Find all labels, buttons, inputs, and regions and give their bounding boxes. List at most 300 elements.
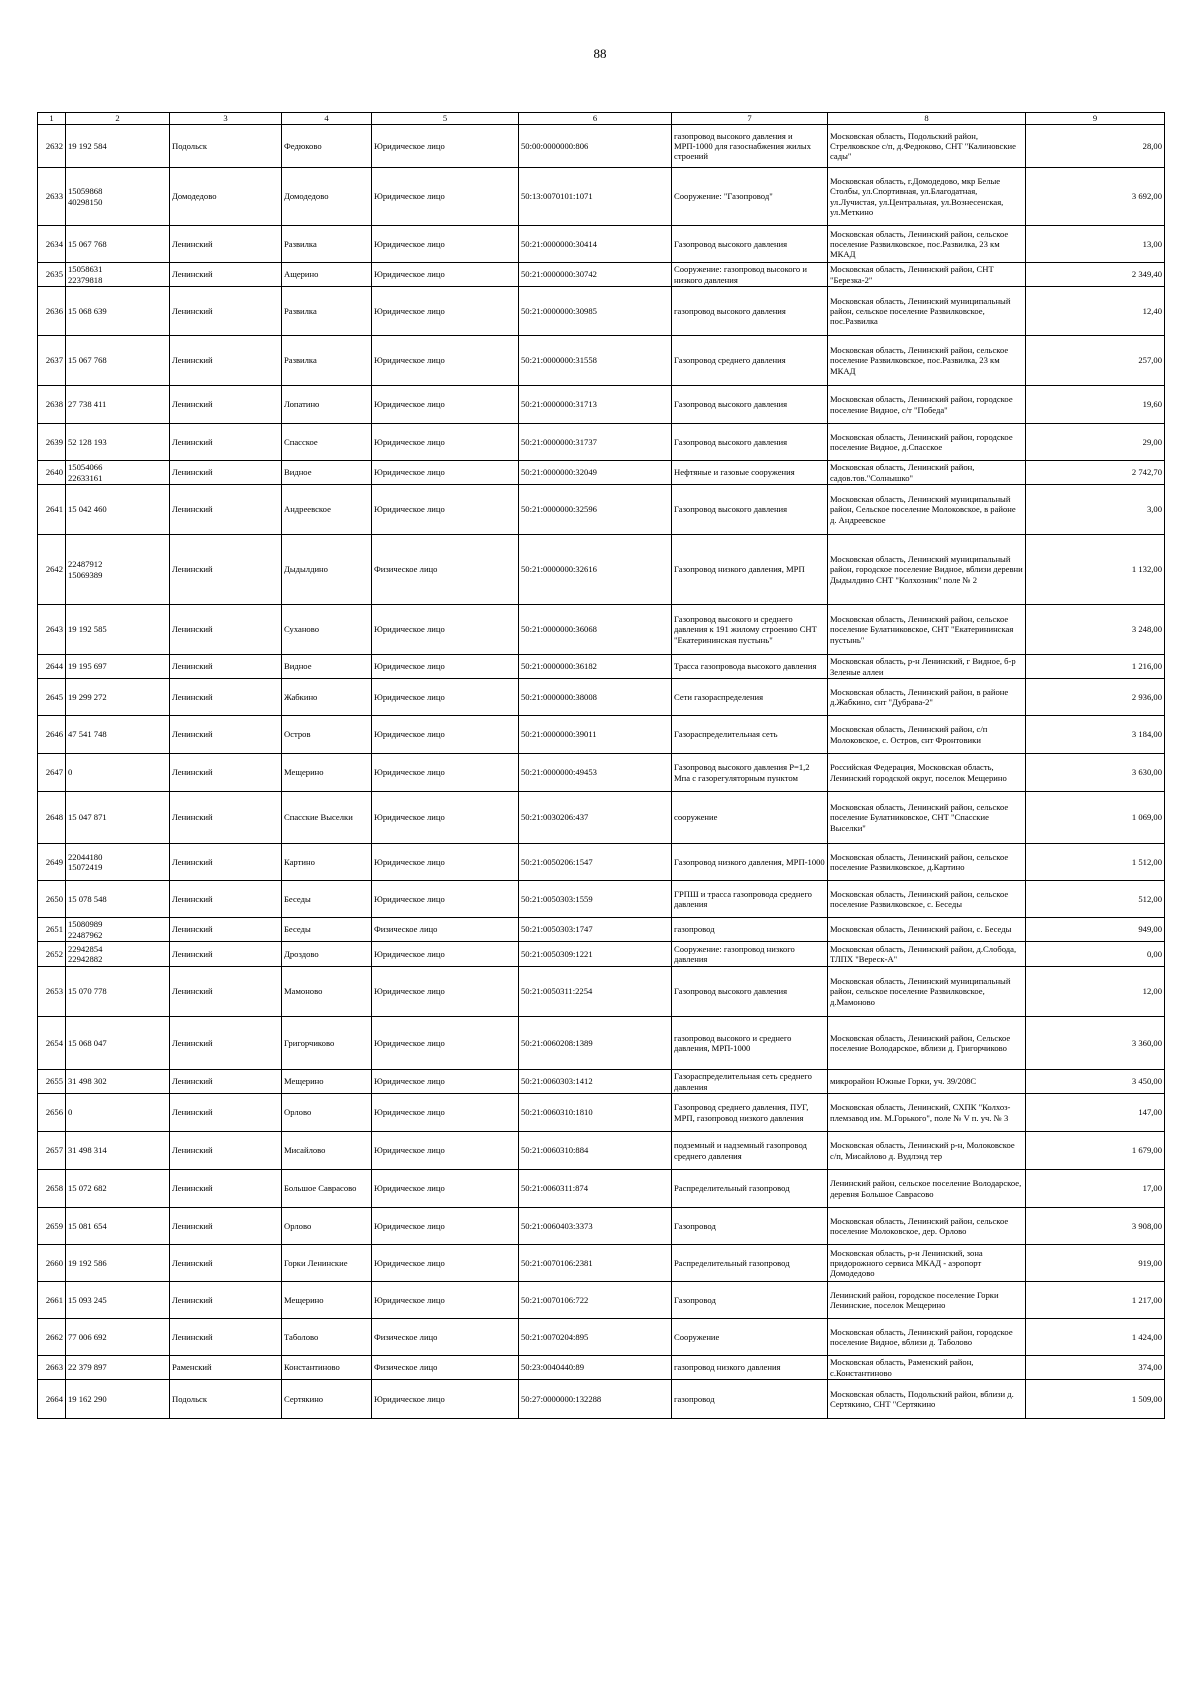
cell-district: Подольск — [170, 1380, 282, 1419]
cell-ids — [66, 424, 170, 461]
cell-district: Ленинский — [170, 1245, 282, 1282]
table-row — [38, 605, 1165, 655]
cell-owner-type: Юридическое лицо — [372, 754, 519, 792]
table-row — [38, 1094, 1165, 1132]
cell-number: 2632 — [38, 125, 66, 168]
col-header: 9 — [1026, 113, 1165, 125]
cell-locality: Сертякино — [282, 1380, 372, 1419]
cell-owner-type: Юридическое лицо — [372, 1380, 519, 1419]
cell-address: Российская Федерация, Московская область, Ленинский городской округ, поселок Мещерино — [828, 754, 1026, 792]
cell-district: Ленинский — [170, 226, 282, 263]
cell-length: 12,00 — [1026, 967, 1165, 1017]
cell-cadastral-number: 50:21:0060311:874 — [519, 1170, 672, 1208]
id-value: 22 379 897 — [68, 1362, 107, 1373]
cell-locality: Беседы — [282, 881, 372, 918]
cell-number: 2655 — [38, 1070, 66, 1094]
col-header: 4 — [282, 113, 372, 125]
cell-ids — [66, 1094, 170, 1132]
cell-number: 2643 — [38, 605, 66, 655]
id-value: 15059868 — [68, 186, 103, 197]
cell-locality: Мещерино — [282, 1070, 372, 1094]
cell-object: Сети газораспределения — [672, 679, 828, 716]
cell-length: 512,00 — [1026, 881, 1165, 918]
page-number: 88 — [593, 46, 607, 61]
cell-owner-type: Юридическое лицо — [372, 1070, 519, 1094]
cell-locality: Спасские Выселки — [282, 792, 372, 844]
cell-cadastral-number: 50:21:0050206:1547 — [519, 844, 672, 881]
cell-district: Ленинский — [170, 461, 282, 485]
cell-number: 2656 — [38, 1094, 66, 1132]
cell-ids — [66, 918, 170, 942]
cell-cadastral-number: 50:21:0000000:30742 — [519, 263, 672, 287]
cell-number: 2639 — [38, 424, 66, 461]
cell-owner-type: Юридическое лицо — [372, 485, 519, 535]
cell-address: Московская область, Подольский район, вблизи д. Сертякино, СНТ "Сертякино — [828, 1380, 1026, 1419]
cell-locality: Жабкино — [282, 679, 372, 716]
cell-length: 1 216,00 — [1026, 655, 1165, 679]
cell-object: Газопровод среднего давления, ПУГ, МРП, газопровод низкого давления — [672, 1094, 828, 1132]
cell-number: 2664 — [38, 1380, 66, 1419]
cell-owner-type: Юридическое лицо — [372, 967, 519, 1017]
table-row — [38, 485, 1165, 535]
id-value: 15 067 768 — [68, 238, 107, 249]
cell-object: Газопровод высокого давления — [672, 485, 828, 535]
cell-number: 2657 — [38, 1132, 66, 1170]
cell-address: Московская область, Ленинский район, сельское поселение Развилковское, пос.Развилка, 23 км МКАД — [828, 336, 1026, 386]
cell-owner-type: Юридическое лицо — [372, 386, 519, 424]
cell-ids — [66, 967, 170, 1017]
cell-ids — [66, 386, 170, 424]
cell-number: 2662 — [38, 1319, 66, 1356]
cell-locality: Спасское — [282, 424, 372, 461]
table-row — [38, 461, 1165, 485]
cell-address: Московская область, Ленинский, СХПК "Колхоз-племзавод им. М.Горького", поле № V п. уч. № 3 — [828, 1094, 1026, 1132]
cell-district: Подольск — [170, 125, 282, 168]
cell-locality: Андреевское — [282, 485, 372, 535]
cell-length: 3,00 — [1026, 485, 1165, 535]
cell-district: Ленинский — [170, 287, 282, 336]
cell-length: 12,40 — [1026, 287, 1165, 336]
cell-owner-type: Юридическое лицо — [372, 881, 519, 918]
cell-length: 13,00 — [1026, 226, 1165, 263]
cell-address: Московская область, Ленинский район, сельское поселение Булатниковское, СНТ "Екатерининская пустынь" — [828, 605, 1026, 655]
cell-object: Нефтяные и газовые сооружения — [672, 461, 828, 485]
cell-length: 3 184,00 — [1026, 716, 1165, 754]
cell-length: 2 936,00 — [1026, 679, 1165, 716]
table-row — [38, 679, 1165, 716]
table-row — [38, 1132, 1165, 1170]
cell-district: Ленинский — [170, 1132, 282, 1170]
cell-address: Московская область, Ленинский район, СНТ "Березка-2" — [828, 263, 1026, 287]
register-table — [37, 112, 1165, 1419]
header-row — [38, 113, 1165, 125]
cell-ids — [66, 655, 170, 679]
cell-ids — [66, 1282, 170, 1319]
cell-number: 2650 — [38, 881, 66, 918]
cell-ids — [66, 1070, 170, 1094]
cell-length: 919,00 — [1026, 1245, 1165, 1282]
cell-ids — [66, 716, 170, 754]
cell-object: газопровод высокого и среднего давления, МРП-1000 — [672, 1017, 828, 1070]
cell-address: Московская область, Ленинский район, городское поселение Видное, вблизи д. Таболово — [828, 1319, 1026, 1356]
cell-locality: Остров — [282, 716, 372, 754]
cell-locality: Видное — [282, 655, 372, 679]
cell-ids — [66, 1380, 170, 1419]
id-value: 22487912 — [68, 559, 103, 570]
cell-cadastral-number: 50:21:0000000:32616 — [519, 535, 672, 605]
col-header: 7 — [672, 113, 828, 125]
cell-number: 2645 — [38, 679, 66, 716]
cell-ids — [66, 1017, 170, 1070]
cell-number: 2649 — [38, 844, 66, 881]
cell-owner-type: Физическое лицо — [372, 1319, 519, 1356]
col-header: 6 — [519, 113, 672, 125]
table-row — [38, 336, 1165, 386]
cell-district: Ленинский — [170, 1208, 282, 1245]
cell-object: газопровод высокого давления и МРП-1000 для газоснабжения жилых строений — [672, 125, 828, 168]
id-value: 15 072 682 — [68, 1183, 107, 1194]
id-value: 31 498 302 — [68, 1076, 107, 1087]
cell-cadastral-number: 50:21:0060403:3373 — [519, 1208, 672, 1245]
cell-cadastral-number: 50:13:0070101:1071 — [519, 168, 672, 226]
cell-district: Ленинский — [170, 485, 282, 535]
cell-locality: Видное — [282, 461, 372, 485]
cell-district: Ленинский — [170, 1070, 282, 1094]
cell-cadastral-number: 50:21:0000000:31737 — [519, 424, 672, 461]
cell-address: микрорайон Южные Горки, уч. 39/208С — [828, 1070, 1026, 1094]
cell-ids — [66, 125, 170, 168]
cell-number: 2640 — [38, 461, 66, 485]
id-value: 15 070 778 — [68, 986, 107, 997]
cell-number: 2651 — [38, 918, 66, 942]
cell-owner-type: Юридическое лицо — [372, 679, 519, 716]
cell-length: 257,00 — [1026, 336, 1165, 386]
cell-district: Ленинский — [170, 1094, 282, 1132]
cell-address: Московская область, Ленинский район, сельское поселение Развилковское, пос.Развилка, 23 км МКАД — [828, 226, 1026, 263]
id-value: 22044180 — [68, 851, 103, 862]
cell-locality: Развилка — [282, 287, 372, 336]
cell-address: Московская область, р-н Ленинский, зона придорожного сервиса МКАД - аэропорт Домодедово — [828, 1245, 1026, 1282]
cell-address: Ленинский район, сельское поселение Володарское, деревня Большое Саврасово — [828, 1170, 1026, 1208]
cell-cadastral-number: 50:21:0050309:1221 — [519, 942, 672, 967]
cell-cadastral-number: 50:21:0050311:2254 — [519, 967, 672, 1017]
cell-number: 2638 — [38, 386, 66, 424]
cell-address: Московская область, Ленинский район, в районе д.Жабкино, снт "Дубрава-2" — [828, 679, 1026, 716]
cell-address: Московская область, Ленинский р-н, Молоковское с/п, Мисайлово д. Вудлэнд тер — [828, 1132, 1026, 1170]
cell-length: 1 509,00 — [1026, 1380, 1165, 1419]
cell-ids — [66, 1132, 170, 1170]
table-row — [38, 655, 1165, 679]
cell-owner-type: Юридическое лицо — [372, 424, 519, 461]
cell-object: Газопровод высокого давления — [672, 226, 828, 263]
cell-address: Московская область, Ленинский район, садов.тов."Солнышко" — [828, 461, 1026, 485]
cell-object: Распределительный газопровод — [672, 1245, 828, 1282]
cell-owner-type: Юридическое лицо — [372, 226, 519, 263]
cell-address: Московская область, Ленинский район, городское поселение Видное, с/т "Победа" — [828, 386, 1026, 424]
cell-length: 1 512,00 — [1026, 844, 1165, 881]
cell-cadastral-number: 50:21:0000000:32596 — [519, 485, 672, 535]
cell-object: газопровод — [672, 1380, 828, 1419]
cell-owner-type: Юридическое лицо — [372, 1208, 519, 1245]
cell-ids — [66, 679, 170, 716]
cell-length: 374,00 — [1026, 1356, 1165, 1380]
table-row — [38, 263, 1165, 287]
cell-number: 2646 — [38, 716, 66, 754]
cell-locality: Развилка — [282, 226, 372, 263]
cell-number: 2636 — [38, 287, 66, 336]
cell-length: 3 630,00 — [1026, 754, 1165, 792]
cell-length: 949,00 — [1026, 918, 1165, 942]
table-row — [38, 1380, 1165, 1419]
cell-cadastral-number: 50:21:0060208:1389 — [519, 1017, 672, 1070]
cell-length: 29,00 — [1026, 424, 1165, 461]
cell-address: Московская область, Ленинский район, с. Беседы — [828, 918, 1026, 942]
cell-length: 1 679,00 — [1026, 1132, 1165, 1170]
cell-address: Московская область, Ленинский муниципальный район, сельское поселение Развилковское, д.Мамоново — [828, 967, 1026, 1017]
cell-owner-type: Юридическое лицо — [372, 125, 519, 168]
id-value: 19 162 290 — [68, 1393, 107, 1404]
cell-district: Ленинский — [170, 754, 282, 792]
cell-address: Московская область, г.Домодедово, мкр Белые Столбы, ул.Спортивная, ул.Благодатная, ул.Лучистая, ул.Центральная, ул.Вознесенская, ул.Меткино — [828, 168, 1026, 226]
table-row — [38, 1070, 1165, 1094]
table-row — [38, 226, 1165, 263]
id-value: 31 498 314 — [68, 1145, 107, 1156]
cell-cadastral-number: 50:21:0050303:1559 — [519, 881, 672, 918]
id-value: 22379818 — [68, 274, 103, 285]
cell-cadastral-number: 50:21:0060303:1412 — [519, 1070, 672, 1094]
cell-cadastral-number: 50:21:0060310:1810 — [519, 1094, 672, 1132]
cell-owner-type: Физическое лицо — [372, 918, 519, 942]
col-header: 3 — [170, 113, 282, 125]
cell-address: Московская область, Ленинский район, Сельское поселение Володарское, вблизи д. Григорчиково — [828, 1017, 1026, 1070]
cell-owner-type: Юридическое лицо — [372, 336, 519, 386]
cell-locality: Мамоново — [282, 967, 372, 1017]
cell-length: 147,00 — [1026, 1094, 1165, 1132]
cell-cadastral-number: 50:21:0000000:30985 — [519, 287, 672, 336]
table-row — [38, 125, 1165, 168]
cell-locality: Развилка — [282, 336, 372, 386]
cell-number: 2647 — [38, 754, 66, 792]
table-row — [38, 1208, 1165, 1245]
id-value: 22942882 — [68, 954, 103, 964]
cell-owner-type: Юридическое лицо — [372, 1245, 519, 1282]
cell-owner-type: Физическое лицо — [372, 535, 519, 605]
id-value: 22633161 — [68, 472, 103, 483]
col-header: 2 — [66, 113, 170, 125]
col-header: 5 — [372, 113, 519, 125]
table-row — [38, 424, 1165, 461]
id-value: 77 006 692 — [68, 1331, 107, 1342]
cell-ids — [66, 1245, 170, 1282]
cell-district: Ленинский — [170, 1170, 282, 1208]
cell-locality: Орлово — [282, 1208, 372, 1245]
cell-district: Ленинский — [170, 844, 282, 881]
cell-district: Ленинский — [170, 942, 282, 967]
cell-object: Сооружение — [672, 1319, 828, 1356]
cell-cadastral-number: 50:21:0070106:722 — [519, 1282, 672, 1319]
id-value: 27 738 411 — [68, 399, 107, 410]
cell-address: Московская область, Ленинский район, сельское поселение Булатниковское, СНТ "Спасские Выселки" — [828, 792, 1026, 844]
cell-ids — [66, 336, 170, 386]
cell-object: газопровод высокого давления — [672, 287, 828, 336]
cell-address: Московская область, Ленинский район, с/п Молоковское, с. Остров, снт Фронтовики — [828, 716, 1026, 754]
cell-object: Газопровод высокого давления — [672, 967, 828, 1017]
cell-locality: Домодедово — [282, 168, 372, 226]
cell-cadastral-number: 50:21:0000000:39011 — [519, 716, 672, 754]
cell-length: 28,00 — [1026, 125, 1165, 168]
cell-cadastral-number: 50:21:0050303:1747 — [519, 918, 672, 942]
id-value: 40298150 — [68, 196, 103, 207]
cell-length: 3 450,00 — [1026, 1070, 1165, 1094]
cell-length: 19,60 — [1026, 386, 1165, 424]
col-header: 1 — [38, 113, 66, 125]
cell-locality: Григорчиково — [282, 1017, 372, 1070]
cell-number: 2635 — [38, 263, 66, 287]
cell-locality: Беседы — [282, 918, 372, 942]
cell-ids — [66, 1319, 170, 1356]
cell-object: Сооружение: газопровод низкого давления — [672, 942, 828, 967]
id-value: 15058631 — [68, 264, 103, 275]
col-header: 8 — [828, 113, 1026, 125]
cell-owner-type: Юридическое лицо — [372, 792, 519, 844]
table-row — [38, 1356, 1165, 1380]
cell-locality: Лопатино — [282, 386, 372, 424]
cell-district: Ленинский — [170, 535, 282, 605]
cell-number: 2652 — [38, 942, 66, 967]
cell-cadastral-number: 50:21:0000000:32049 — [519, 461, 672, 485]
cell-locality: Орлово — [282, 1094, 372, 1132]
cell-locality: Таболово — [282, 1319, 372, 1356]
cell-length: 0,00 — [1026, 942, 1165, 967]
id-value: 15 042 460 — [68, 504, 107, 515]
cell-object: подземный и надземный газопровод среднего давления — [672, 1132, 828, 1170]
cell-owner-type: Юридическое лицо — [372, 1094, 519, 1132]
cell-object: Сооружение: "Газопровод" — [672, 168, 828, 226]
cell-cadastral-number: 50:00:0000000:806 — [519, 125, 672, 168]
cell-length: 1 069,00 — [1026, 792, 1165, 844]
cell-address: Московская область, Ленинский район, сельское поселение Развилковское, д.Картино — [828, 844, 1026, 881]
cell-district: Ленинский — [170, 655, 282, 679]
cell-object: Газопровод — [672, 1282, 828, 1319]
table-row — [38, 1245, 1165, 1282]
cell-locality: Дроздово — [282, 942, 372, 967]
cell-owner-type: Юридическое лицо — [372, 655, 519, 679]
cell-length: 2 349,40 — [1026, 263, 1165, 287]
cell-object: Газораспределительная сеть среднего давления — [672, 1070, 828, 1094]
cell-number: 2658 — [38, 1170, 66, 1208]
cell-district: Ленинский — [170, 424, 282, 461]
id-value: 15 093 245 — [68, 1294, 107, 1305]
cell-locality: Картино — [282, 844, 372, 881]
cell-cadastral-number: 50:21:0000000:49453 — [519, 754, 672, 792]
cell-number: 2637 — [38, 336, 66, 386]
cell-object: Газопровод низкого давления, МРП-1000 — [672, 844, 828, 881]
cell-number: 2648 — [38, 792, 66, 844]
id-value: 15054066 — [68, 462, 103, 473]
cell-owner-type: Юридическое лицо — [372, 716, 519, 754]
cell-cadastral-number: 50:21:0000000:31713 — [519, 386, 672, 424]
id-value: 0 — [68, 767, 73, 778]
cell-locality: Суханово — [282, 605, 372, 655]
cell-ids — [66, 226, 170, 263]
table-row — [38, 942, 1165, 967]
cell-number: 2633 — [38, 168, 66, 226]
cell-cadastral-number: 50:21:0060310:884 — [519, 1132, 672, 1170]
table-body — [38, 125, 1165, 1419]
cell-object: Газораспределительная сеть — [672, 716, 828, 754]
cell-address: Ленинский район, городское поселение Горки Ленинские, поселок Мещерино — [828, 1282, 1026, 1319]
cell-object: Газопровод высокого давления Р=1,2 Мпа с газорегуляторным пунктом — [672, 754, 828, 792]
cell-ids — [66, 844, 170, 881]
cell-ids — [66, 754, 170, 792]
cell-district: Ленинский — [170, 1017, 282, 1070]
cell-object: Газопровод высокого давления — [672, 386, 828, 424]
id-value: 15080989 — [68, 919, 103, 930]
cell-locality: Мещерино — [282, 754, 372, 792]
cell-address: Московская область, Ленинский муниципальный район, Сельское поселение Молоковское, в районе д. Андреевское — [828, 485, 1026, 535]
cell-address: Московская область, Ленинский район, городское поселение Видное, д.Спасское — [828, 424, 1026, 461]
cell-ids — [66, 535, 170, 605]
cell-object: газопровод низкого давления — [672, 1356, 828, 1380]
cell-object: Газопровод высокого давления — [672, 424, 828, 461]
cell-ids — [66, 605, 170, 655]
cell-district: Ленинский — [170, 263, 282, 287]
cell-owner-type: Физическое лицо — [372, 1356, 519, 1380]
cell-locality: Константиново — [282, 1356, 372, 1380]
cell-owner-type: Юридическое лицо — [372, 605, 519, 655]
cell-owner-type: Юридическое лицо — [372, 1170, 519, 1208]
cell-number: 2653 — [38, 967, 66, 1017]
cell-length: 3 908,00 — [1026, 1208, 1165, 1245]
cell-address: Московская область, р-н Ленинский, г Видное, б-р Зеленые аллеи — [828, 655, 1026, 679]
table-row — [38, 792, 1165, 844]
cell-object: Газопровод среднего давления — [672, 336, 828, 386]
cell-object: ГРПШ и трасса газопровода среднего давления — [672, 881, 828, 918]
cell-cadastral-number: 50:21:0030206:437 — [519, 792, 672, 844]
cell-length: 1 217,00 — [1026, 1282, 1165, 1319]
id-value: 19 192 586 — [68, 1257, 107, 1268]
id-value: 0 — [68, 1107, 73, 1118]
cell-object: сооружение — [672, 792, 828, 844]
cell-ids — [66, 942, 170, 967]
cell-district: Ленинский — [170, 918, 282, 942]
cell-address: Московская область, Ленинский район, сельское поселение Молоковское, дер. Орлово — [828, 1208, 1026, 1245]
id-value: 15 078 548 — [68, 893, 107, 904]
id-value: 22942854 — [68, 943, 103, 954]
cell-cadastral-number: 50:21:0000000:38008 — [519, 679, 672, 716]
id-value: 15072419 — [68, 862, 103, 872]
cell-district: Ленинский — [170, 605, 282, 655]
cell-ids — [66, 881, 170, 918]
id-value: 15 067 768 — [68, 355, 107, 366]
cell-length: 3 248,00 — [1026, 605, 1165, 655]
cell-district: Ленинский — [170, 386, 282, 424]
id-value: 15 047 871 — [68, 812, 107, 823]
cell-ids — [66, 461, 170, 485]
table-row — [38, 918, 1165, 942]
id-value: 19 299 272 — [68, 691, 107, 702]
cell-object: Сооружение: газопровод высокого и низкого давления — [672, 263, 828, 287]
table-row — [38, 844, 1165, 881]
cell-locality: Ащерино — [282, 263, 372, 287]
cell-ids — [66, 1356, 170, 1380]
id-value: 19 192 585 — [68, 624, 107, 635]
cell-address: Московская область, Раменский район, с.Константиново — [828, 1356, 1026, 1380]
cell-ids — [66, 287, 170, 336]
cell-number: 2634 — [38, 226, 66, 263]
table-row — [38, 386, 1165, 424]
cell-owner-type: Юридическое лицо — [372, 942, 519, 967]
